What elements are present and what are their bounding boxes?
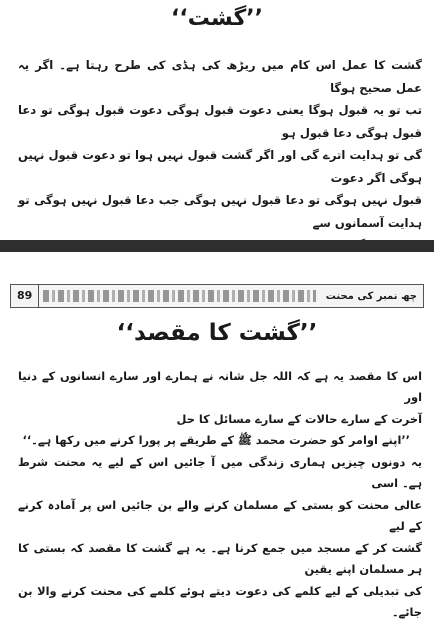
top-page-section xyxy=(0,0,434,232)
paragraph-line: گشت کا عمل اس کام میں ریڑھ کی ہڈی کی طرح رہتا ہے۔ اگر یہ عمل صحیح ہوگا xyxy=(18,58,422,95)
quote-line: ’’اپنے اوامر کو حضرت محمد ﷺ کے طریقے پر پورا کرنے میں رکھا ہے۔‘‘ xyxy=(22,433,410,448)
ornament-border xyxy=(43,290,315,302)
section-title-gasht: ’’گشت‘‘ xyxy=(171,6,263,31)
paragraph-line: آخرت کے سارے حالات کے سارے مسائل کا حل xyxy=(176,411,422,426)
page-divider xyxy=(0,240,434,252)
section-title-gasht-maqsad: ’’گشت کا مقصد‘‘ xyxy=(116,320,318,346)
bottom-page-section xyxy=(0,262,434,620)
paragraph-line: کی تبدیلی کے لیے کلمے کی دعوت دیتے ہوئے کلمے کی محنت کرنے والا بن جائے۔ xyxy=(18,583,422,620)
running-header xyxy=(10,284,424,308)
gasht-paragraph xyxy=(18,54,422,257)
maqsad-paragraph xyxy=(18,366,422,624)
paragraph-line: عالی محنت کو بستی کے مسلمان کرنے والے بن جائیں اس پر آمادہ کرنے کے لیے xyxy=(18,497,422,534)
page-number: 89 xyxy=(11,285,39,307)
paragraph-line: تب تو یہ قبول ہوگا یعنی دعوت قبول ہوگی دعوت قبول ہوگی تو دعا قبول ہوگی دعا قبول ہو xyxy=(18,103,422,140)
paragraph-line: قبول نہیں ہوگی تو دعا قبول نہیں ہوگی جب دعا قبول نہیں ہوگی تو ہدایت آسمانوں سے xyxy=(18,193,422,230)
paragraph-line: گی تو ہدایت اترے گی اور اگر گشت قبول نہیں ہوا تو دعوت قبول نہیں ہوگی اگر دعوت xyxy=(18,148,422,185)
paragraph-line: یہ دونوں چیزیں ہماری زندگی میں آ جائیں اس کے لیے یہ محنت شرط ہے۔ اسی xyxy=(18,454,422,491)
paragraph-line: گشت کر کے مسجد میں جمع کرنا ہے۔ یہ ہے گشت کا مقصد کہ بستی کا ہر مسلمان اپنے یقین xyxy=(18,540,422,577)
paragraph-line: اس کا مقصد یہ ہے کہ اللہ جل شانہ نے ہمارے اور سارے انسانوں کے دنیا اور xyxy=(18,368,422,405)
header-title: چھ نمبر کی محنت xyxy=(325,290,417,302)
